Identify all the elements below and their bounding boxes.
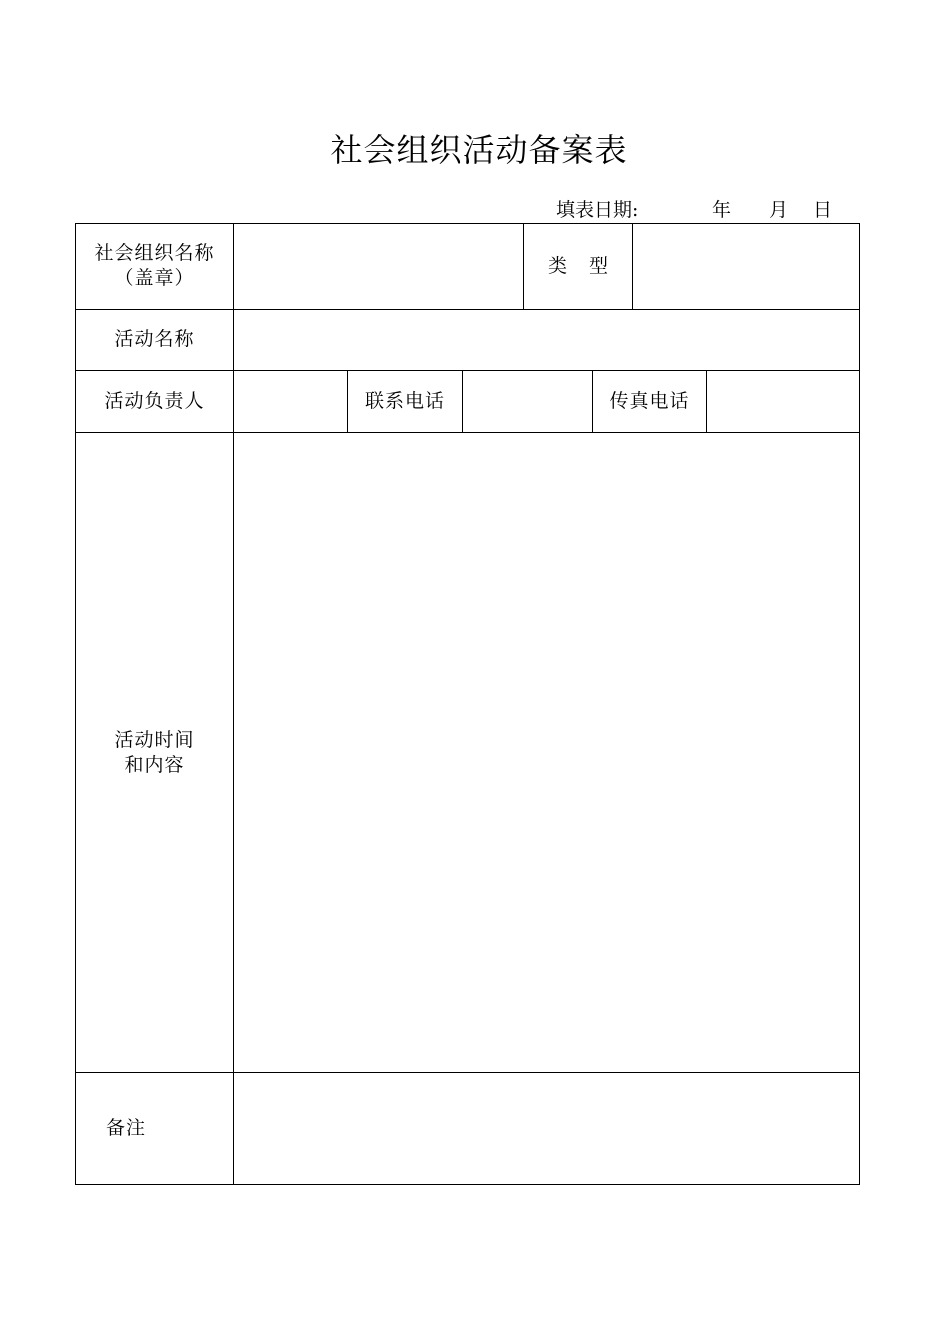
- fill-date-month: 月: [769, 199, 789, 221]
- table-border-bottom: [75, 1184, 860, 1185]
- fill-date-label: 填表日期:: [556, 199, 639, 221]
- org-name-label-line2: （盖章）: [114, 267, 195, 289]
- form-title: 社会组织活动备案表: [330, 131, 628, 169]
- contact-phone-field[interactable]: [463, 371, 592, 432]
- remarks-field[interactable]: [234, 1073, 859, 1184]
- table-border-right: [859, 223, 860, 1185]
- activity-name-field[interactable]: [234, 310, 859, 370]
- time-content-label-line2: 和内容: [124, 754, 185, 776]
- org-name-label-line1: 社会组织名称: [94, 242, 215, 264]
- fax-phone-field[interactable]: [707, 371, 859, 432]
- org-name-label: [76, 241, 233, 291]
- type-field[interactable]: [633, 224, 859, 309]
- time-content-label: [76, 728, 233, 778]
- org-name-field[interactable]: [234, 224, 523, 309]
- fax-phone-label: 传真电话: [609, 390, 690, 412]
- activity-name-label: 活动名称: [114, 328, 195, 350]
- fill-date-day: 日: [813, 199, 833, 221]
- time-content-label-line1: 活动时间: [114, 729, 195, 751]
- activity-leader-field[interactable]: [234, 371, 347, 432]
- fill-date-year: 年: [712, 199, 732, 221]
- contact-phone-label: 联系电话: [364, 390, 445, 412]
- time-content-field[interactable]: [234, 433, 859, 1072]
- remarks-label: 备注: [106, 1117, 147, 1139]
- table-border-left: [75, 223, 76, 1185]
- type-label: 类型: [547, 255, 630, 277]
- activity-leader-label: 活动负责人: [104, 390, 205, 412]
